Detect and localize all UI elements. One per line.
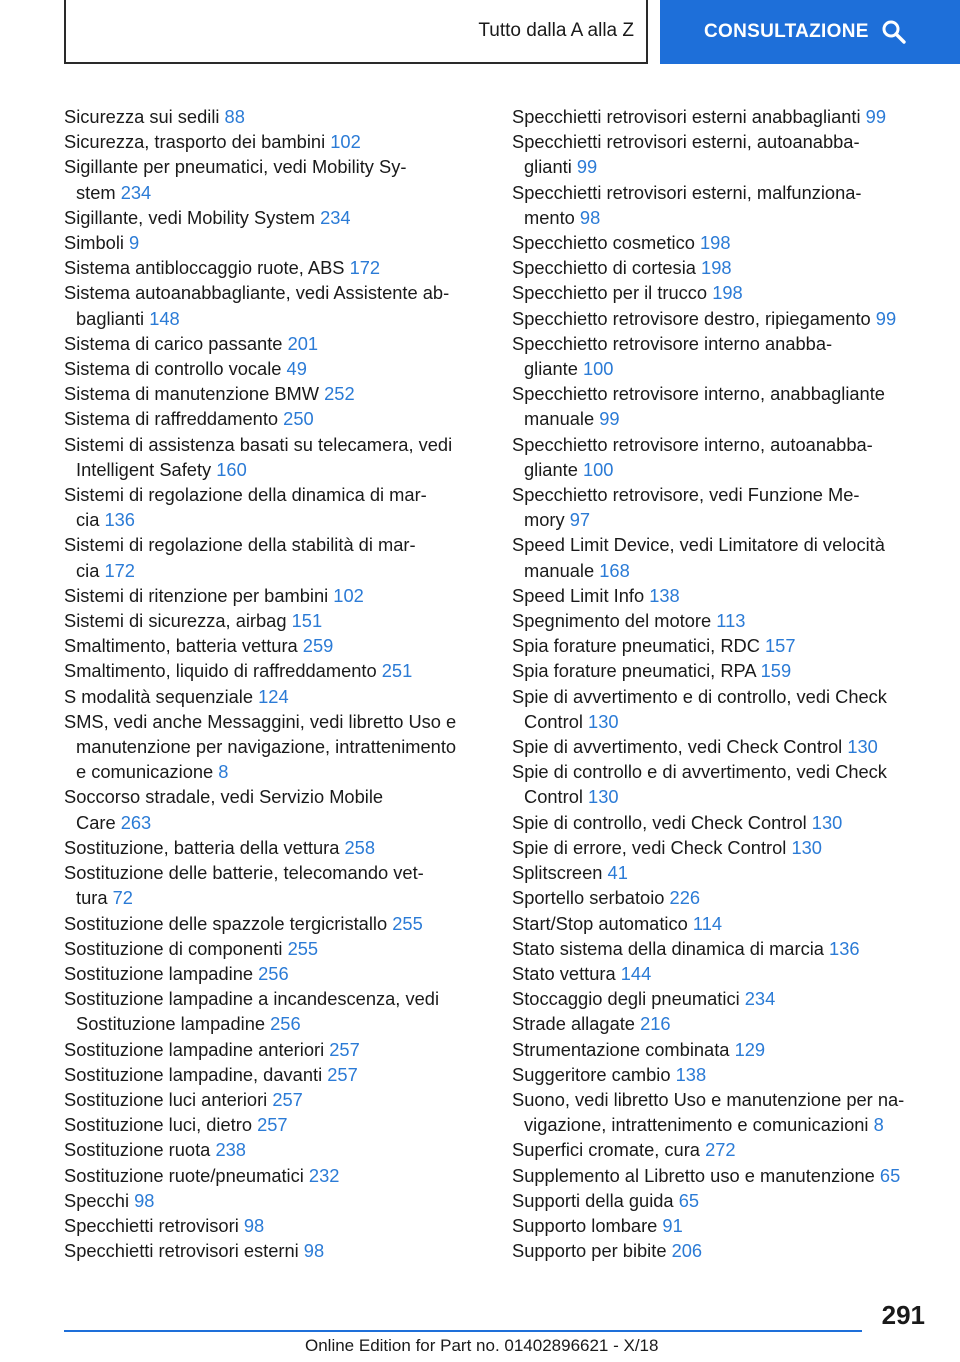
page-link[interactable]: 255 [392, 912, 423, 934]
index-term: Supporto per bibite [512, 1240, 667, 1262]
page-link[interactable]: 91 [662, 1214, 683, 1236]
index-entry [64, 356, 484, 381]
index-term: Spie di avvertimento e di controllo, vedi Check [512, 685, 887, 707]
index-entry [64, 255, 484, 280]
page-link[interactable]: 159 [760, 660, 792, 682]
index-term: Specchietti retrovisori esterni [64, 1240, 299, 1262]
page-link[interactable]: 102 [330, 131, 361, 153]
index-term: Smaltimento, batteria vettura [64, 635, 298, 657]
page-link[interactable]: 256 [270, 1013, 301, 1035]
index-term: SMS, vedi anche Messaggini, vedi libretto Uso e [64, 710, 457, 732]
index-entry [512, 1011, 926, 1036]
page-link[interactable]: 234 [320, 206, 351, 228]
index-term: Specchietto retrovisore interno anabba- [512, 332, 833, 354]
page-link[interactable]: 136 [829, 937, 860, 959]
page-link[interactable]: 72 [112, 887, 133, 909]
index-term: Sistemi di ritenzione per bambini [64, 584, 329, 606]
page-link[interactable]: 9 [129, 232, 140, 254]
index-entry [64, 280, 484, 330]
index-entry [64, 860, 484, 910]
index-entry [64, 154, 484, 204]
page-link[interactable]: 114 [692, 912, 723, 934]
index-entry [64, 936, 484, 961]
index-term: Control [524, 786, 583, 808]
index-entry [512, 1163, 926, 1188]
page-link[interactable]: 113 [716, 610, 746, 632]
index-term: cia [76, 559, 100, 581]
page-link[interactable]: 232 [308, 1164, 340, 1186]
index-entry [512, 1062, 926, 1087]
page-link[interactable]: 198 [701, 257, 732, 279]
index-entry [512, 306, 926, 331]
page-link[interactable]: 130 [588, 786, 619, 808]
index-entry [64, 532, 484, 582]
index-entry [64, 1087, 484, 1112]
index-entry [512, 835, 926, 860]
index-term: Strumentazione combinata [512, 1038, 730, 1060]
page-link[interactable]: 130 [811, 811, 843, 833]
index-term: Stato sistema della dinamica di marcia [512, 937, 824, 959]
index-term: baglianti [76, 307, 145, 329]
index-term: Sostituzione lampadine [76, 1013, 266, 1035]
index-entry [512, 684, 926, 734]
index-term: Sistemi di regolazione della stabilità di mar- [64, 534, 416, 556]
index-entry [512, 1238, 926, 1263]
page-link[interactable]: 99 [576, 156, 598, 178]
index-entry [512, 608, 926, 633]
index-entry [64, 608, 484, 633]
index-term: Spegnimento del motore [512, 610, 712, 632]
index-entry [64, 129, 484, 154]
index-term: Splitscreen [512, 862, 603, 884]
index-entry [64, 1137, 484, 1162]
index-term: Specchietti retrovisori esterni anabbaglianti [512, 106, 861, 127]
page-link[interactable]: 160 [216, 458, 247, 480]
index-term: manuale [524, 559, 595, 581]
page-link[interactable]: 98 [579, 206, 601, 228]
page-link[interactable]: 255 [287, 937, 319, 959]
index-column-left [64, 104, 484, 1263]
index-entry [64, 684, 484, 709]
index-entry [512, 230, 926, 255]
page-link[interactable]: 41 [607, 862, 628, 884]
page-link[interactable]: 272 [705, 1139, 736, 1161]
section-header [64, 0, 648, 64]
page-link[interactable]: 172 [104, 559, 135, 581]
index-entry [512, 860, 926, 885]
page-link[interactable]: 252 [324, 383, 355, 405]
page-link[interactable]: 99 [865, 106, 886, 127]
page-link[interactable]: 198 [700, 232, 731, 254]
index-entry [64, 104, 484, 129]
index-entry [64, 205, 484, 230]
page-link[interactable]: 257 [327, 1063, 358, 1085]
page-link[interactable]: 256 [258, 962, 289, 984]
index-entry [512, 331, 926, 381]
index-entry [512, 633, 926, 658]
page-link[interactable]: 234 [120, 181, 152, 203]
index-entry [512, 986, 926, 1011]
page-link[interactable]: 263 [120, 811, 152, 833]
index-entry [64, 633, 484, 658]
index-term: Sistema autoanabbagliante, vedi Assistente ab- [64, 282, 450, 304]
index-term: Sostituzione lampadine a incandescenza, vedi [64, 988, 440, 1010]
index-term: Sostituzione lampadine, davanti [64, 1063, 323, 1085]
index-term: Spie di controllo, vedi Check Control [512, 811, 807, 833]
index-term: Soccorso stradale, vedi Servizio Mobile [64, 786, 384, 808]
index-term: gliante [524, 358, 578, 380]
index-term: Suono, vedi libretto Uso e manutenzione per na- [512, 1088, 905, 1110]
index-term: Sistema di manutenzione BMW [64, 383, 320, 405]
index-term: Care [76, 811, 116, 833]
index-term: Supporti della guida [512, 1189, 674, 1211]
index-term: Sistema di raffreddamento [64, 408, 279, 430]
page-link[interactable]: 129 [734, 1038, 766, 1060]
index-entry [512, 532, 926, 582]
index-entry [64, 835, 484, 860]
index-term: Sigillante per pneumatici, vedi Mobility Sy- [64, 156, 407, 178]
index-entry [512, 432, 926, 482]
index-entry [512, 1137, 926, 1162]
index-entry [512, 129, 926, 179]
index-term: Sostituzione, batteria della vettura [64, 836, 340, 858]
index-column-right [512, 104, 926, 1263]
index-entry [64, 381, 484, 406]
index-term: mory [524, 509, 565, 531]
page-link[interactable]: 172 [349, 257, 381, 279]
page-link[interactable]: 234 [744, 988, 776, 1010]
index-entry [512, 1087, 926, 1137]
index-entry [512, 1213, 926, 1238]
page-link[interactable]: 250 [283, 408, 314, 430]
index-term: Sostituzione luci anteriori [64, 1088, 268, 1110]
index-term: cia [76, 509, 100, 531]
index-term: Sistema di controllo vocale [64, 358, 282, 380]
page-link[interactable]: 99 [875, 307, 897, 329]
page-link[interactable]: 100 [582, 358, 614, 380]
index-term: Specchi [64, 1189, 130, 1211]
index-entry [512, 936, 926, 961]
index-entry [64, 1163, 484, 1188]
page-link[interactable]: 100 [582, 458, 614, 480]
index-entry [64, 432, 484, 482]
index-entry [512, 482, 926, 532]
page-link[interactable]: 198 [712, 282, 743, 304]
index-term: Sostituzione lampadine anteriori [64, 1038, 325, 1060]
index-entry [64, 482, 484, 532]
index-term: stem [76, 181, 116, 203]
index-entry [64, 1188, 484, 1213]
index-entry [64, 230, 484, 255]
index-term: Speed Limit Info [512, 584, 645, 606]
index-term: Spie di avvertimento, vedi Check Control [512, 736, 843, 758]
index-term: Superfici cromate, cura [512, 1139, 700, 1161]
index-entry [512, 381, 926, 431]
index-term: Sostituzione ruota [64, 1139, 211, 1161]
page-link[interactable]: 257 [272, 1088, 303, 1110]
index-entry [512, 911, 926, 936]
index-term: Sostituzione delle spazzole tergicristallo [64, 912, 388, 934]
index-entry [512, 961, 926, 986]
index-term: Sostituzione lampadine [64, 962, 254, 984]
index-term: Stoccaggio degli pneumatici [512, 988, 740, 1010]
page-link[interactable]: 251 [381, 660, 413, 682]
index-term: Start/Stop automatico [512, 912, 688, 934]
page-link[interactable]: 157 [765, 635, 796, 657]
footer-divider [64, 1330, 862, 1332]
index-term: Sostituzione ruote/pneumatici [64, 1164, 304, 1186]
index-term: Specchietto di cortesia [512, 257, 696, 279]
index-entry [512, 1188, 926, 1213]
index-entry [64, 1062, 484, 1087]
page-link[interactable]: 257 [257, 1114, 288, 1136]
tab-label: CONSULTAZIONE [704, 21, 869, 42]
index-entry [512, 583, 926, 608]
index-entry [512, 658, 926, 683]
index-term: Sistemi di sicurezza, airbag [64, 610, 287, 632]
index-entry [512, 810, 926, 835]
index-term: Simboli [64, 232, 124, 254]
page-link[interactable]: 168 [599, 559, 630, 581]
index-term: Spia forature pneumatici, RDC [512, 635, 760, 657]
index-term: Sportello serbatoio [512, 887, 665, 909]
index-term: S modalità sequenziale [64, 685, 254, 707]
index-entry [512, 885, 926, 910]
section-title: Tutto dalla A alla Z [478, 20, 634, 41]
index-entry [512, 1037, 926, 1062]
index-entry [512, 280, 926, 305]
index-term: Sistema antibloccaggio ruote, ABS [64, 257, 345, 279]
page-link[interactable]: 201 [287, 332, 319, 354]
index-term: Spie di errore, vedi Check Control [512, 836, 787, 858]
index-entry [64, 1238, 484, 1263]
index-term: Sostituzione delle batterie, telecomando vet- [64, 862, 424, 884]
index-entry [64, 1112, 484, 1137]
index-term: Specchietto retrovisore destro, ripiegamento [512, 307, 871, 329]
page-link[interactable]: 206 [671, 1240, 703, 1262]
page-link[interactable]: 257 [329, 1038, 360, 1060]
page-link[interactable]: 130 [791, 836, 822, 858]
page-link[interactable]: 148 [149, 307, 180, 329]
page-link[interactable]: 124 [258, 685, 289, 707]
index-term: Sigillante, vedi Mobility System [64, 206, 315, 228]
page-link[interactable]: 8 [218, 761, 229, 783]
index-term: Sicurezza sui sedili [64, 106, 220, 127]
page-link[interactable]: 136 [104, 509, 135, 531]
index-term: glianti [524, 156, 572, 178]
index-term: Sistemi di assistenza basati su telecamera, vedi [64, 433, 453, 455]
index-term: vigazione, intrattenimento e comunicazioni [524, 1114, 869, 1136]
page-link[interactable]: 65 [879, 1164, 901, 1186]
page-link[interactable]: 144 [620, 962, 652, 984]
index-entry [64, 784, 484, 834]
page-link[interactable]: 226 [669, 887, 701, 909]
index-term: Control [524, 710, 583, 732]
index-term: Sostituzione luci, dietro [64, 1114, 252, 1136]
index-entry [512, 255, 926, 280]
page-link[interactable]: 138 [675, 1063, 707, 1085]
index-entry [64, 986, 484, 1036]
index-term: manutenzione per navigazione, intrattenimento [76, 736, 457, 758]
index-term: Supporto lombare [512, 1214, 658, 1236]
page-link[interactable]: 102 [333, 584, 364, 606]
index-term: Sicurezza, trasporto dei bambini [64, 131, 326, 153]
index-term: Stato vettura [512, 962, 616, 984]
index-term: Supplemento al Libretto uso e manutenzione [512, 1164, 875, 1186]
index-entry [64, 583, 484, 608]
index-entry [512, 104, 926, 129]
index-term: Spia forature pneumatici, RPA [512, 660, 756, 682]
page-link[interactable]: 88 [224, 106, 245, 127]
page-link[interactable]: 65 [678, 1189, 700, 1211]
index-term: tura [76, 887, 108, 909]
index-term: Suggeritore cambio [512, 1063, 671, 1085]
page-link[interactable]: 49 [286, 358, 307, 380]
index-term: Specchietti retrovisori esterni, malfunziona- [512, 181, 862, 203]
index-term: Specchietto cosmetico [512, 232, 695, 254]
index-entry [64, 961, 484, 986]
page-link[interactable]: 138 [649, 584, 680, 606]
page-link[interactable]: 97 [569, 509, 591, 531]
index-term: Sostituzione di componenti [64, 937, 283, 959]
index-entry [64, 331, 484, 356]
page-link[interactable]: 98 [303, 1240, 325, 1262]
index-term: Specchietti retrovisori esterni, autoanabba- [512, 131, 860, 153]
index-entry [512, 734, 926, 759]
page-link[interactable]: 258 [344, 836, 376, 858]
footer-edition-text: Online Edition for Part no. 01402896621 - X/18 [305, 1336, 659, 1355]
index-term: gliante [524, 458, 578, 480]
index-entry [64, 658, 484, 683]
page-link[interactable]: 216 [640, 1013, 671, 1035]
index-entry [64, 911, 484, 936]
page-link[interactable]: 98 [243, 1214, 265, 1236]
search-icon [881, 19, 907, 45]
page-link[interactable]: 98 [134, 1189, 155, 1211]
page-link[interactable]: 259 [302, 635, 334, 657]
page-link[interactable]: 130 [588, 710, 619, 732]
consultazione-tab[interactable] [660, 0, 960, 64]
page-link[interactable]: 99 [599, 408, 620, 430]
page-link[interactable]: 151 [291, 610, 323, 632]
index-term: Sistema di carico passante [64, 332, 283, 354]
index-term: manuale [524, 408, 595, 430]
page-link[interactable]: 130 [847, 736, 878, 758]
index-term: Intelligent Safety [76, 458, 212, 480]
index-entry [64, 1037, 484, 1062]
index-term: Smaltimento, liquido di raffreddamento [64, 660, 377, 682]
page-number: 291 [881, 1300, 925, 1330]
index-term: Strade allagate [512, 1013, 635, 1035]
index-term: Specchietti retrovisori [64, 1214, 239, 1236]
index-term: Specchietto retrovisore, vedi Funzione Me- [512, 484, 860, 506]
index-term: e comunicazione [76, 761, 214, 783]
index-term: Speed Limit Device, vedi Limitatore di velocità [512, 534, 885, 556]
index-term: Specchietto retrovisore interno, autoanabba- [512, 433, 873, 455]
index-term: Sistemi di regolazione della dinamica di mar- [64, 484, 427, 506]
index-entry [512, 180, 926, 230]
index-entry [512, 759, 926, 809]
page-link[interactable]: 8 [873, 1114, 884, 1136]
index-term: Specchietto retrovisore interno, anabbagliante [512, 383, 885, 405]
index-entry [64, 1213, 484, 1238]
index-term: Spie di controllo e di avvertimento, vedi Check [512, 761, 887, 783]
index-term: mento [524, 206, 575, 228]
index-entry [64, 406, 484, 431]
index-term: Specchietto per il trucco [512, 282, 708, 304]
index-entry [64, 709, 484, 785]
page-link[interactable]: 238 [215, 1139, 246, 1161]
